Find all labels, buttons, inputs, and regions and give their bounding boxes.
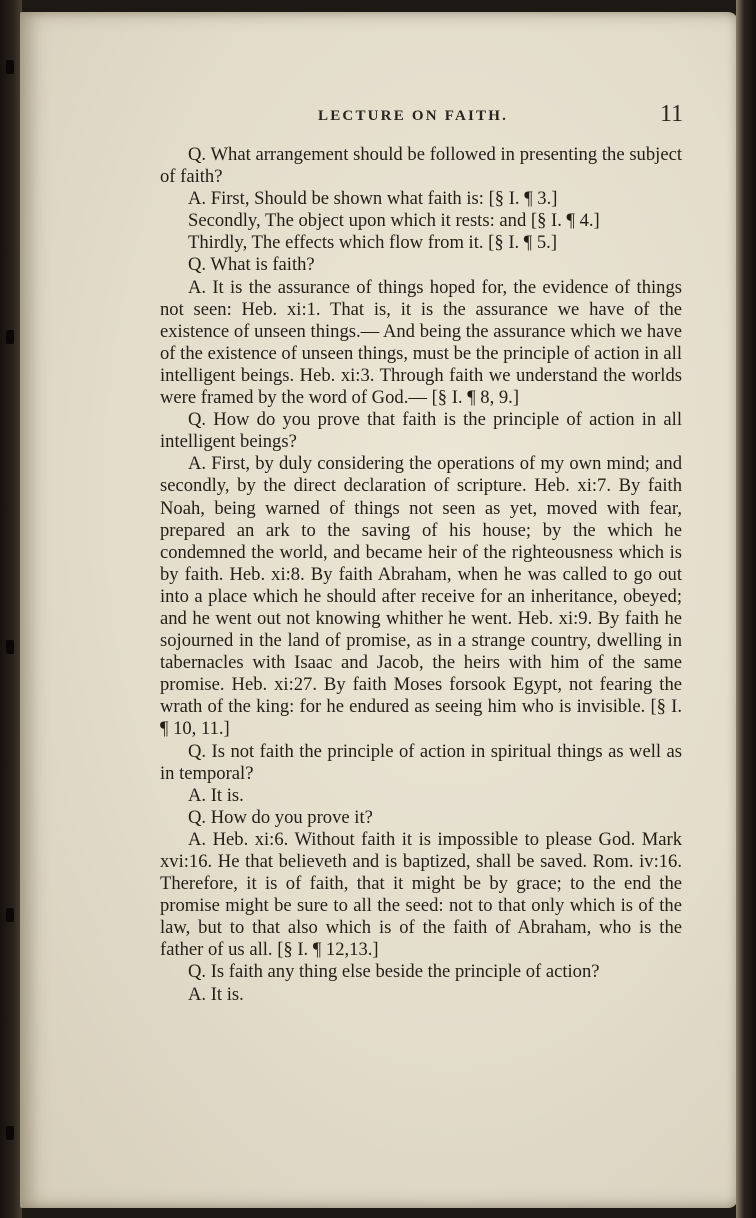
binding-stitch [6,330,14,344]
answer-paragraph: A. It is the assurance of things hoped for, the evidence of things not seen: Heb. xi:1. That is, it is the assurance we have of the existence of unseen things.— And being the assurance which we have of the existence of unseen things, must be the principle of action in all intelligent beings. Heb. xi:3. Through faith we understand the worlds were framed by the word of God.— [§ I. ¶ 8, 9.] [160,276,682,409]
binding-gutter [0,0,22,1218]
page-body [160,144,682,1006]
page-number: 11 [660,101,684,127]
question-paragraph: Q. Is not faith the principle of action in spiritual things as well as in temporal? [160,740,682,784]
question-paragraph: Q. What arrangement should be followed in presenting the subject of faith? [160,144,682,188]
page-fore-edge [736,0,756,1218]
answer-paragraph: A. First, Should be shown what faith is: [§ I. ¶ 3.] [188,188,558,210]
binding-stitch [6,1126,14,1140]
answer-paragraph: A. It is. [188,983,244,1005]
binding-stitch [6,908,14,922]
question-paragraph: Q. Is faith any thing else beside the principle of action? [188,961,600,983]
question-paragraph: Q. How do you prove that faith is the principle of action in all intelligent beings? [160,409,682,453]
answer-paragraph: A. It is. [188,784,244,806]
running-title: LECTURE ON FAITH. [318,108,509,124]
answer-paragraph: Secondly, The object upon which it rests: and [§ I. ¶ 4.] [188,210,600,232]
answer-paragraph: A. Heb. xi:6. Without faith it is impossible to please God. Mark xvi:16. He that believeth and is baptized, shall be saved. Rom. iv:16. Therefore, it is of faith, that it might be by grace; to the end the promise might be sure to all the seed: not to that only which is of the law, but to that also which is of the faith of Abraham, who is the father of us all. [§ I. ¶ 12,13.] [160,828,682,961]
binding-stitch [6,640,14,654]
question-paragraph: Q. What is faith? [188,254,315,276]
question-paragraph: Q. How do you prove it? [188,806,373,828]
binding-stitch [6,60,14,74]
answer-paragraph: Thirdly, The effects which flow from it. [§ I. ¶ 5.] [188,232,558,254]
answer-paragraph: A. First, by duly considering the operations of my own mind; and secondly, by the direct declaration of scripture. Heb. xi:7. By faith Noah, being warned of things not seen as yet, moved with fear, prepared an ark to the saving of his house; by the which he condemned the world, and became heir of the righteousness which is by faith. Heb. xi:8. By faith Abraham, when he was called to go out into a place which he should after receive for an inheritance, obeyed; and he went out not knowing whither he went. Heb. xi:9. By faith he sojourned in the land of promise, as in a strange country, dwelling in tabernacles with Isaac and Jacob, the heirs with him of the same promise. Heb. xi:27. By faith Moses forsook Egypt, not fearing the wrath of the king: for he endured as seeing him who is invisible. [§ I. ¶ 10, 11.] [160,453,682,740]
